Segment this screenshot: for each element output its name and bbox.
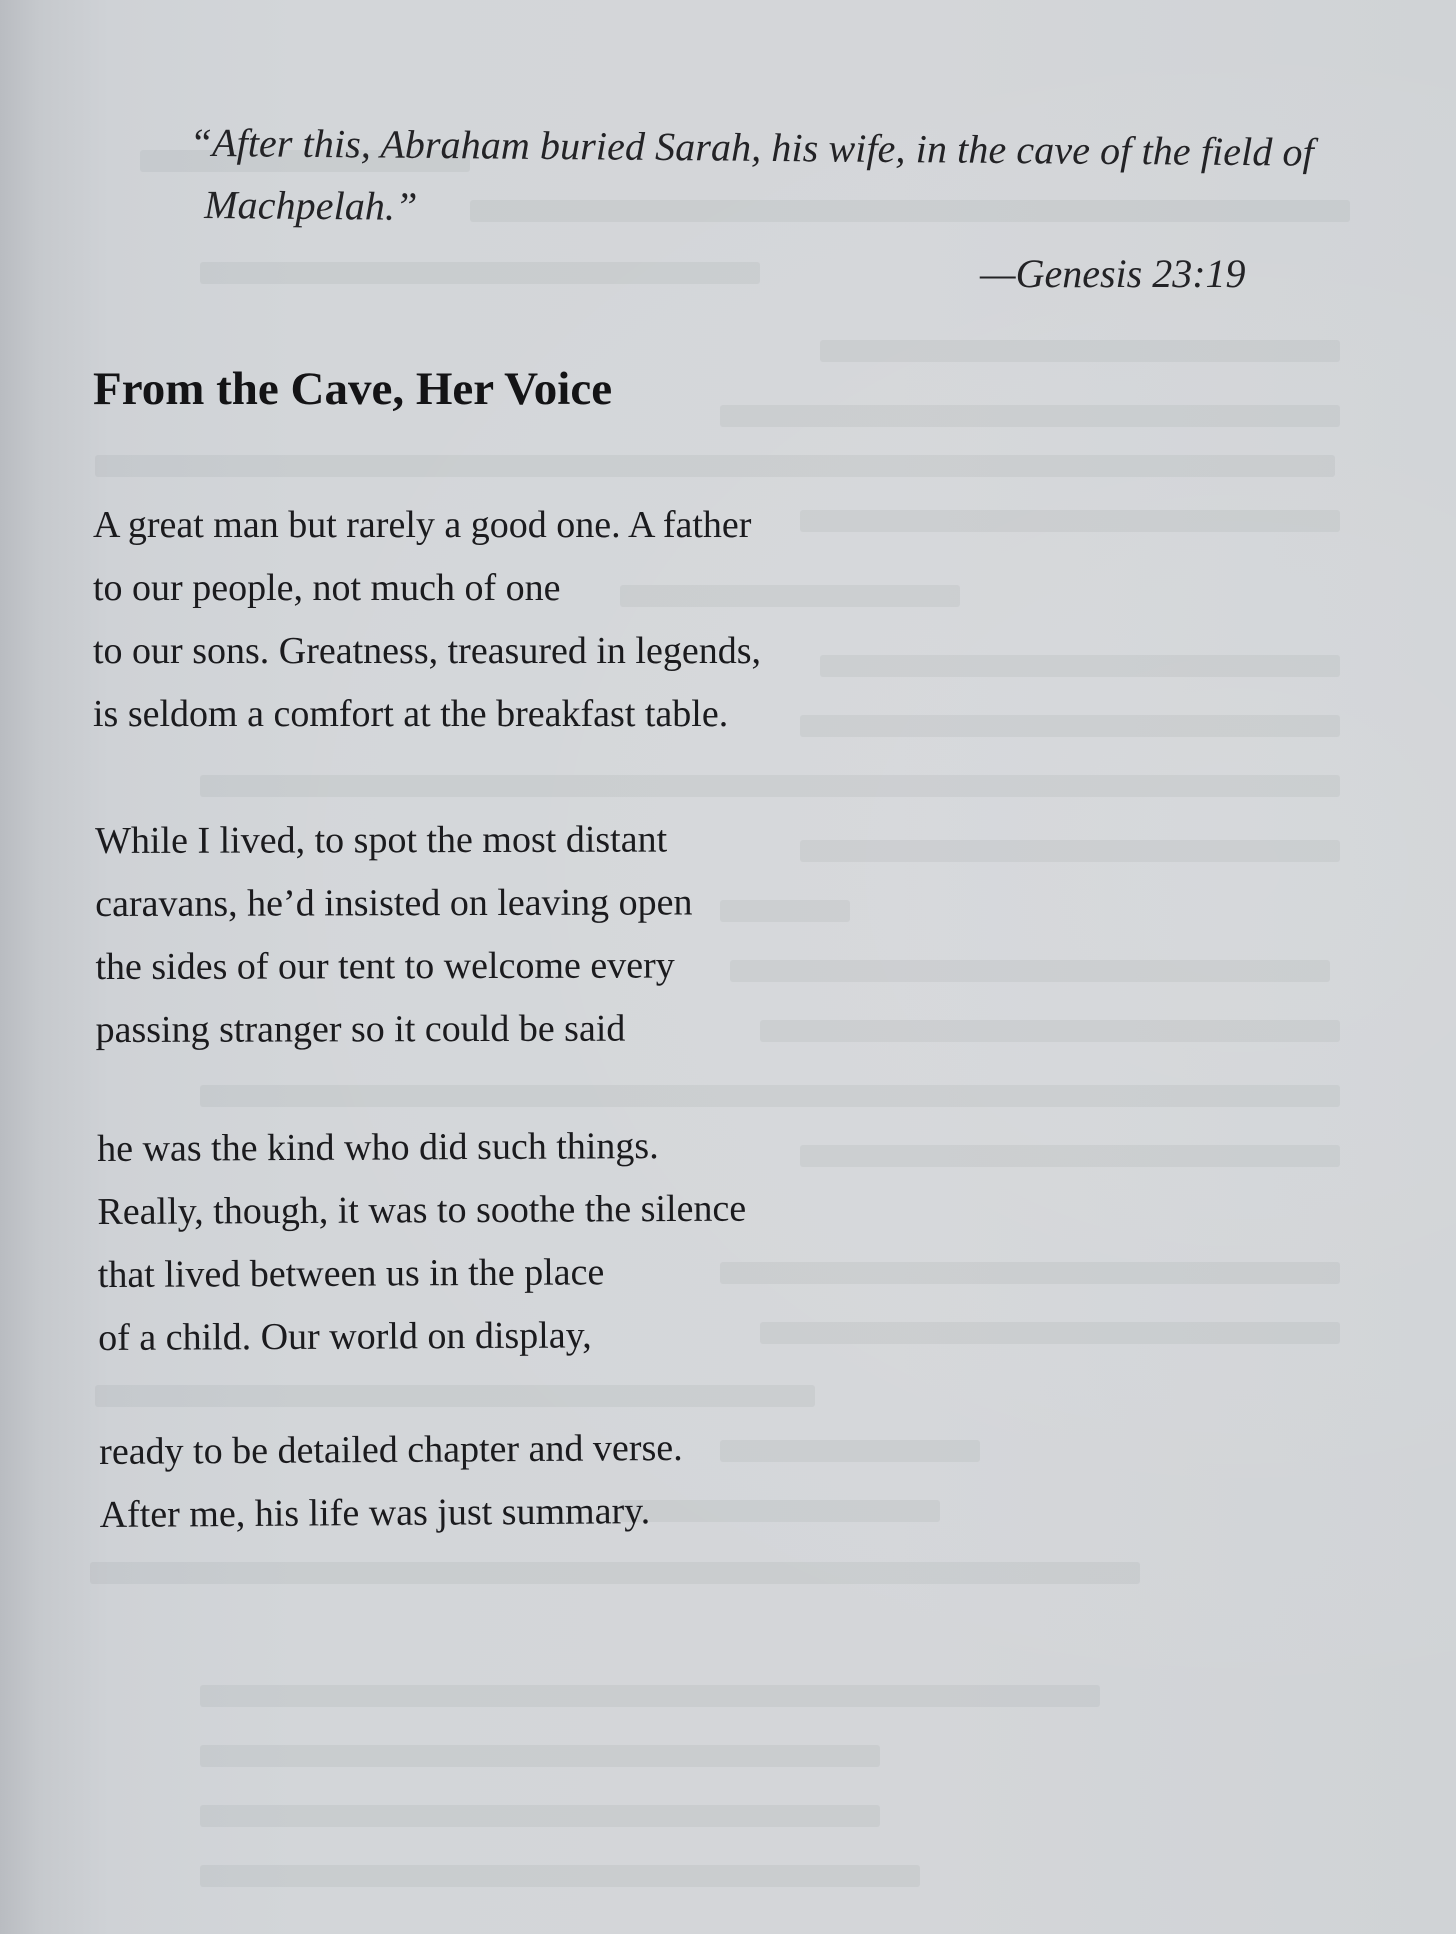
poem-stanza: [97, 1115, 747, 1370]
poem-stanza: [99, 1417, 683, 1547]
poem-line: caravans, he’d insisted on leaving open: [95, 881, 693, 925]
poem-line: to our people, not much of one: [93, 567, 561, 609]
poem-line: passing stranger so it could be said: [95, 1007, 626, 1051]
epigraph-line: “After this, Abraham buried Sarah, his wife, in the cave of the field of: [189, 119, 1315, 175]
poem-line: he was the kind who did such things.: [97, 1125, 659, 1170]
epigraph-line: Machpelah.”: [203, 181, 418, 229]
poem-line: is seldom a comfort at the breakfast table.: [93, 693, 729, 735]
poem-line: of a child. Our world on display,: [98, 1314, 592, 1359]
poem-line: Really, though, it was to soothe the silence: [97, 1187, 747, 1233]
poem-title: From the Cave, Her Voice: [93, 363, 613, 415]
poem-line: that lived between us in the place: [97, 1251, 605, 1296]
epigraph-citation: —Genesis 23:19: [980, 251, 1246, 296]
poem-line: the sides of our tent to welcome every: [95, 944, 675, 988]
poem-line: After me, his life was just summary.: [99, 1490, 651, 1536]
poem-stanza: [93, 494, 761, 746]
poem-line: to our sons. Greatness, treasured in legends,: [93, 630, 762, 672]
poem-line: ready to be detailed chapter and verse.: [99, 1426, 683, 1473]
epigraph: [189, 112, 1345, 246]
poem-stanza: [95, 808, 693, 1062]
poem-line: While I lived, to spot the most distant: [95, 818, 668, 862]
poem-line: A great man but rarely a good one. A father: [93, 504, 752, 546]
